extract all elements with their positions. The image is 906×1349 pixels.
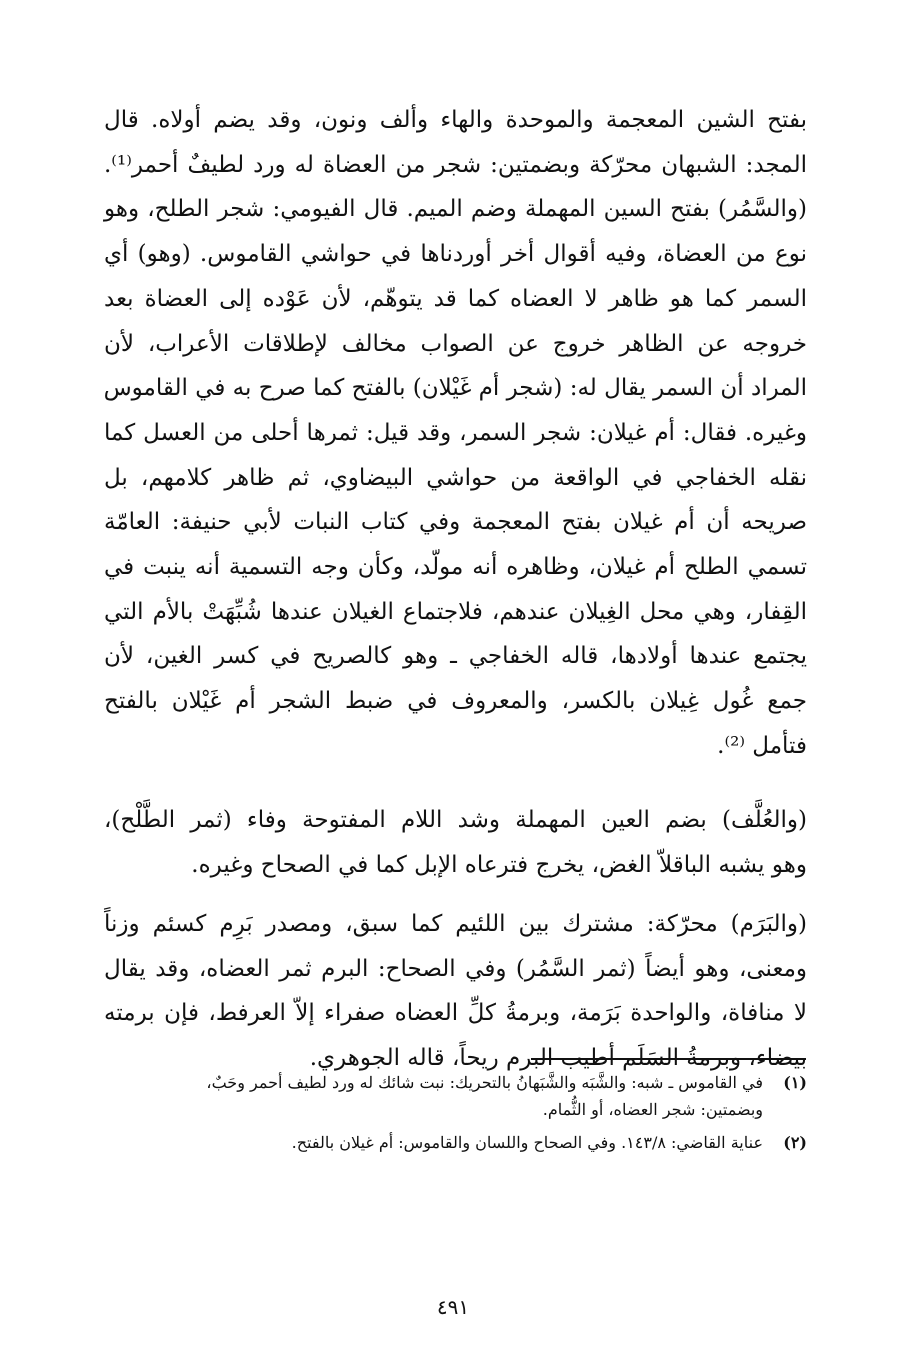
paragraph-line: يجتمع عندها أولادها، قاله الخفاجي ـ وهو كالصريح في كسر الغين، لأن — [104, 643, 807, 670]
paragraph-line: السمر كما هو ظاهر لا العضاه كما قد يتوهّم، لأن عَوْده إلى العضاة بعد — [104, 285, 807, 312]
paragraph-line: القِفار، وهي محل الغِيلان عندهم، فلاجتماع الغيلان عندها شُبِّهَتْ بالأم التي — [104, 598, 807, 625]
footnote-1 — [104, 1069, 807, 1123]
paragraph-line: وهو يشبه الباقلاّ الغض، يخرج فترعاه الإبل كما في الصحاح وغيره. — [191, 851, 807, 878]
paragraph-line: بفتح الشين المعجمة والموحدة والهاء وألف ونون، وقد يضم أولاه. قال — [104, 107, 807, 133]
paragraph-line: المجد: الشبهان محرّكة وبضمتين: شجر من العضاة له ورد لطيفٌ أحمر⁽¹⁾. — [104, 151, 807, 178]
footnotes — [104, 1069, 807, 1162]
footnote-line: عناية القاضي: ١٤٣/٨. وفي الصحاح واللسان والقاموس: أم غيلان بالفتح. — [291, 1133, 763, 1152]
paragraph-line: (والسَّمُر) بفتح السين المهملة وضم الميم. قال الفيومي: شجر الطلح، وهو — [104, 196, 807, 223]
paragraph-line: خروجه عن الظاهر خروج عن الصواب مخالف لإطلاقات الأعراب، لأن — [104, 330, 807, 357]
footnote-separator — [531, 1058, 806, 1060]
paragraph-line: لا منافاة، والواحدة بَرَمة، وبرمةُ كلِّ العضاه صفراء إلاّ العرفط، فإن برمته — [104, 1000, 807, 1027]
paragraph-line: وغيره. فقال: أم غيلان: شجر السمر، وقد قيل: ثمرها أحلى من العسل كما — [104, 419, 807, 446]
paragraph-line: فتأمل ⁽²⁾. — [717, 732, 807, 759]
paragraph-line: (والعُلَّف) بضم العين المهملة وشد اللام المفتوحة وفاء (ثمر الطَّلْح)، — [104, 807, 807, 833]
paragraph-line: ومعنى، وهو أيضاً (ثمر السَّمُر) وفي الصحاح: البرم ثمر العضاه، وقد يقال — [104, 955, 807, 982]
footnote-2 — [104, 1129, 807, 1156]
paragraph-line: جمع غُول غِيلان بالكسر، والمعروف في ضبط الشجر أم غَيْلان بالفتح — [104, 688, 807, 715]
paragraph-line: المراد أن السمر يقال له: (شجر أم غَيْلان) بالفتح كما صرح به في القاموس — [103, 375, 807, 402]
footnote-line: في القاموس ـ شبه: والشَّبَه والشَّبَهانُ بالتحريك: نبت شائك له ورد لطيف أحمر وحَبٌ، — [206, 1073, 763, 1092]
paragraph-line: نوع من العضاة، وفيه أقوال أخر أوردناها في حواشي القاموس. (وهو) أي — [104, 241, 807, 268]
paragraph-line: تسمي الطلح أم غيلان، وظاهره أنه مولّد، وكأن وجه التسمية أنه ينبت في — [104, 554, 807, 581]
footnote-number: (١) — [783, 1073, 807, 1092]
footnote-number: (٢) — [783, 1133, 807, 1152]
footnote-line: وبضمتين: شجر العضاه، أو الثُّمام. — [542, 1100, 763, 1119]
paragraph-line: (والبَرَم) محرّكة: مشترك بين اللئيم كما سبق، ومصدر بَرِم كسئم وزناً — [104, 911, 807, 937]
page-number: ٤٩١ — [436, 1295, 470, 1319]
paragraph-1 — [104, 98, 807, 769]
paragraph-3 — [104, 902, 807, 1081]
paragraph-line: نقله الخفاجي في الواقعة من حواشي البيضاوي، ثم ظاهر كلامهم، بل — [104, 464, 807, 491]
paragraph-line: بيضاء، وبرمةُ السَلَم أطيب البرم ريحاً، قاله الجوهري. — [309, 1045, 807, 1072]
paragraph-line: صريحه أن أم غيلان بفتح المعجمة وفي كتاب النبات لأبي حنيفة: العامّة — [104, 509, 807, 536]
paragraph-2 — [104, 798, 807, 887]
